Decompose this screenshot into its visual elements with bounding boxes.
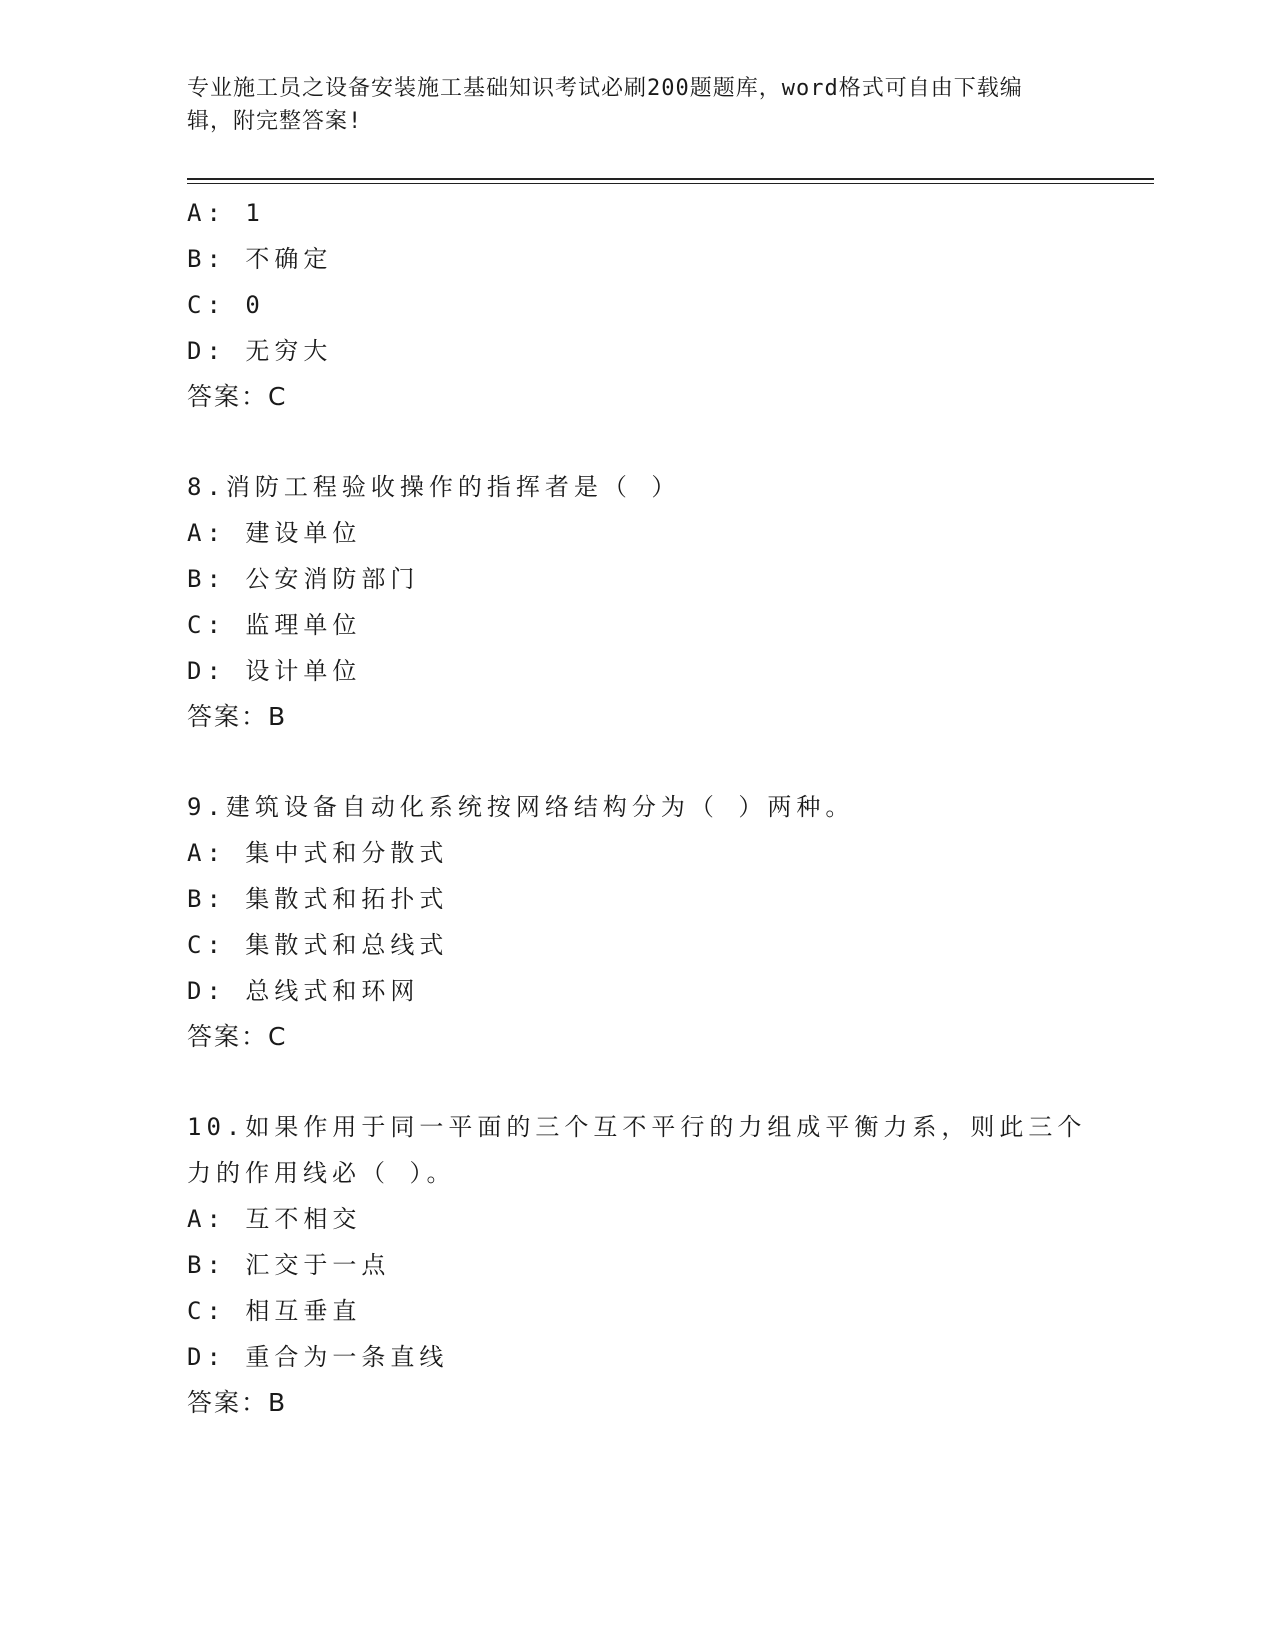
header-rule-thin bbox=[187, 183, 1154, 184]
question-block-10 bbox=[187, 1104, 1087, 1426]
document-header-title: 专业施工员之设备安装施工基础知识考试必刷200题题库，word格式可自由下载编辑，附完整答案! bbox=[187, 76, 1023, 134]
question-block-8 bbox=[187, 464, 1087, 740]
option-d: D: 总线式和环网 bbox=[187, 977, 420, 1005]
question-stem-line-1: 10.如果作用于同一平面的三个互不平行的力组成平衡力系，则此三个 bbox=[187, 1113, 1087, 1141]
option-a: A: 1 bbox=[187, 199, 265, 227]
option-b: B: 不确定 bbox=[187, 245, 333, 273]
header-rule-thick bbox=[187, 178, 1154, 180]
option-d: D: 无穷大 bbox=[187, 337, 333, 365]
option-c: C: 0 bbox=[187, 291, 265, 319]
answer-line: 答案：C bbox=[187, 382, 288, 411]
option-a: A: 建设单位 bbox=[187, 519, 362, 547]
question-stem: 8.消防工程验收操作的指挥者是（ ） bbox=[187, 473, 681, 501]
option-d: D: 设计单位 bbox=[187, 657, 362, 685]
option-a: A: 互不相交 bbox=[187, 1205, 362, 1233]
question-stem-line-2: 力的作用线必（ ）。 bbox=[187, 1159, 456, 1187]
answer-line: 答案：B bbox=[187, 702, 288, 731]
question-block-7 bbox=[187, 190, 1087, 420]
answer-line: 答案：B bbox=[187, 1388, 288, 1417]
option-d: D: 重合为一条直线 bbox=[187, 1343, 449, 1371]
option-c: C: 监理单位 bbox=[187, 611, 362, 639]
option-a: A: 集中式和分散式 bbox=[187, 839, 449, 867]
option-c: C: 相互垂直 bbox=[187, 1297, 362, 1325]
question-list bbox=[187, 190, 1087, 1426]
question-stem: 9.建筑设备自动化系统按网络结构分为（ ）两种。 bbox=[187, 793, 855, 821]
option-b: B: 汇交于一点 bbox=[187, 1251, 391, 1279]
option-c: C: 集散式和总线式 bbox=[187, 931, 449, 959]
question-block-9 bbox=[187, 784, 1087, 1060]
option-b: B: 集散式和拓扑式 bbox=[187, 885, 449, 913]
answer-line: 答案：C bbox=[187, 1022, 288, 1051]
option-b: B: 公安消防部门 bbox=[187, 565, 420, 593]
